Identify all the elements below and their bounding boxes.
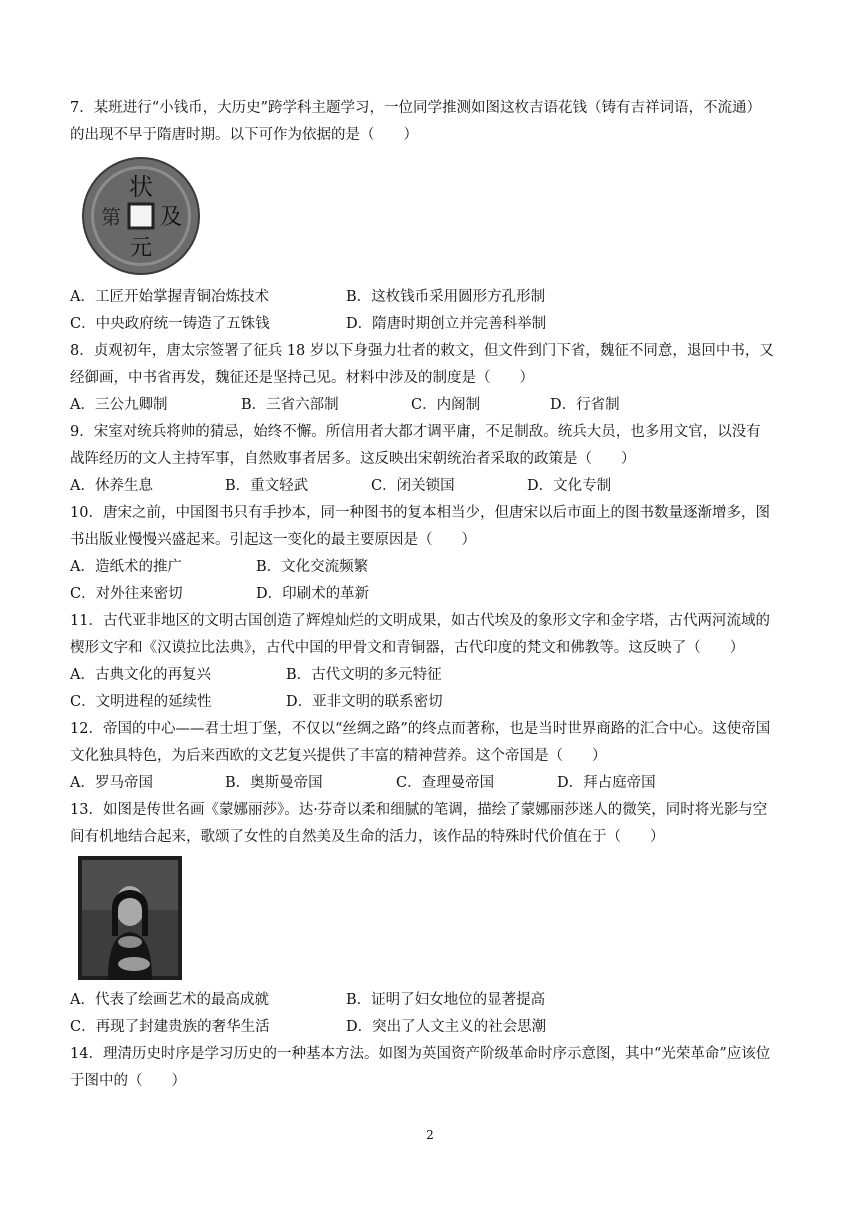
q7-option-c[interactable]: C．中央政府统一铸造了五铢钱 <box>70 316 270 332</box>
q12-option-d[interactable]: D．拜占庭帝国 <box>557 775 656 791</box>
q11-option-b[interactable]: B．古代文明的多元特征 <box>286 667 442 683</box>
q12-option-b[interactable]: B．奥斯曼帝国 <box>225 775 323 791</box>
q8-option-c[interactable]: C．内阁制 <box>411 397 481 413</box>
q10-stem-line2: 书出版业慢慢兴盛起来。引起这一变化的最主要原因是（ ） <box>70 532 476 548</box>
q12-stem-line1: 12．帝国的中心——君士坦丁堡，不仅以“丝绸之路”的终点而著称，也是当时世界商路的汇合中心。这使帝国 <box>70 721 771 737</box>
coin-char-right: 及 <box>159 205 183 230</box>
q8-option-a[interactable]: A．三公九卿制 <box>70 397 168 413</box>
q11-option-d[interactable]: D．亚非文明的联系密切 <box>286 694 443 710</box>
q11-stem-line2: 楔形文字和《汉谟拉比法典》，古代中国的甲骨文和青铜器，古代印度的梵文和佛教等。这反映了（ ） <box>70 640 745 656</box>
mona-lisa-image <box>78 856 182 980</box>
q7-option-a[interactable]: A．工匠开始掌握青铜冶炼技术 <box>70 289 269 305</box>
q9-option-b[interactable]: B．重文轻武 <box>225 478 309 494</box>
q13-stem-line2: 间有机地结合起来，歌颂了女性的自然美及生命的活力，该作品的特殊时代价值在于（ ） <box>70 829 665 845</box>
q10-option-a[interactable]: A．造纸术的推广 <box>70 559 182 575</box>
q9-option-c[interactable]: C．闭关锁国 <box>371 478 455 494</box>
q11-stem-line1: 11．古代亚非地区的文明古国创造了辉煌灿烂的文明成果，如古代埃及的象形文字和金字塔，古代两河流域的 <box>70 613 770 629</box>
q10-option-d[interactable]: D．印刷术的革新 <box>256 586 370 602</box>
coin-char-left: 第 <box>101 205 121 229</box>
q13-option-a[interactable]: A．代表了绘画艺术的最高成就 <box>70 992 269 1008</box>
q12-option-a[interactable]: A．罗马帝国 <box>70 775 153 791</box>
q10-stem-line1: 10．唐宋之前，中国图书只有手抄本，同一种图书的复本相当少，但唐宋以后市面上的图书数量逐渐增多，图 <box>70 505 770 521</box>
q7-option-d[interactable]: D．隋唐时期创立并完善科举制 <box>346 316 547 332</box>
q10-option-b[interactable]: B．文化交流频繁 <box>256 559 369 575</box>
q9-stem-line2: 战阵经历的文人主持军事，自然败事者居多。这反映出宋朝统治者采取的政策是（ ） <box>70 451 636 467</box>
q7-option-b[interactable]: B．这枚钱币采用圆形方孔形制 <box>346 289 546 305</box>
q9-option-a[interactable]: A．休养生息 <box>70 478 153 494</box>
q13-option-c[interactable]: C．再现了封建贵族的奢华生活 <box>70 1019 270 1035</box>
q10-option-c[interactable]: C．对外往来密切 <box>70 586 183 602</box>
q13-stem-line1: 13．如图是传世名画《蒙娜丽莎》。达·芬奇以柔和细腻的笔调，描绘了蒙娜丽莎迷人的微笑，同时将光影与空 <box>70 802 768 818</box>
q14-stem-line1: 14．理清历史时序是学习历史的一种基本方法。如图为英国资产阶级革命时序示意图，其中“光荣革命”应该位 <box>70 1046 771 1062</box>
q12-stem-line2: 文化独具特色，为后来西欧的文艺复兴提供了丰富的精神营养。这个帝国是（ ） <box>70 748 607 764</box>
q14-stem-line2: 于图中的（ ） <box>70 1073 186 1089</box>
coin-char-top: 状 <box>129 173 153 201</box>
q8-option-d[interactable]: D．行省制 <box>550 397 620 413</box>
q8-option-b[interactable]: B．三省六部制 <box>241 397 339 413</box>
q7-stem-line2: 的出现不早于隋唐时期。以下可作为依据的是（ ） <box>70 127 418 143</box>
page-number: 2 <box>426 1128 434 1142</box>
q13-option-d[interactable]: D．突出了人文主义的社会思潮 <box>346 1019 547 1035</box>
q13-option-b[interactable]: B．证明了妇女地位的显著提高 <box>346 992 546 1008</box>
lucky-coin-image <box>80 155 202 277</box>
q8-stem-line2: 经御画，中书省再发，魏征还是坚持己见。材料中涉及的制度是（ ） <box>70 370 534 386</box>
q7-stem-line1: 7．某班进行“小钱币，大历史”跨学科主题学习，一位同学推测如图这枚吉语花钱（铸有吉祥词语，不流通） <box>70 100 762 116</box>
q8-stem-line1: 8．贞观初年，唐太宗签署了征兵 18 岁以下身强力壮者的敕文，但文件到门下省，魏征不同意，退回中书，又 <box>70 343 774 359</box>
q11-option-c[interactable]: C．文明进程的延续性 <box>70 694 212 710</box>
coin-char-bottom: 元 <box>129 236 153 261</box>
q12-option-c[interactable]: C．查理曼帝国 <box>396 775 495 791</box>
q9-option-d[interactable]: D．文化专制 <box>527 478 612 494</box>
q11-option-a[interactable]: A．古典文化的再复兴 <box>70 667 211 683</box>
q9-stem-line1: 9．宋室对统兵将帅的猜忌，始终不懈。所信用者大都才调平庸，不足制敌。统兵大员，也多用文官，以没有 <box>70 424 761 440</box>
